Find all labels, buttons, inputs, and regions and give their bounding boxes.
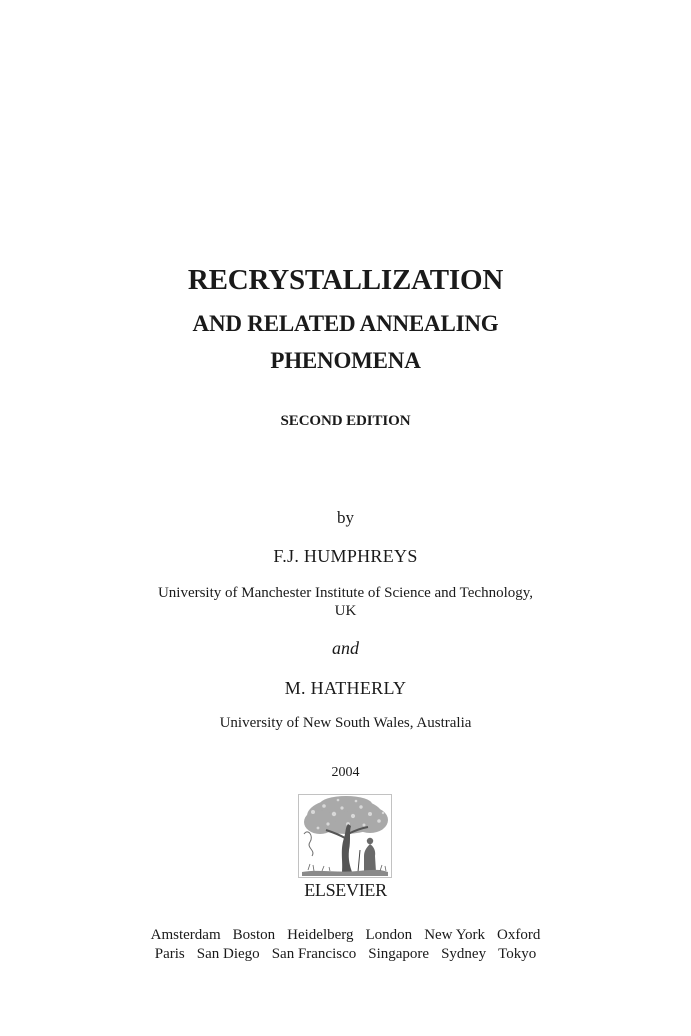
cities-row-2 (0, 946, 691, 963)
city-item: Tokyo (498, 946, 537, 962)
by-label: by (337, 508, 354, 527)
conjunction-label: and (332, 638, 359, 658)
title-line-2: AND RELATED ANNEALING (192, 311, 499, 336)
author-1-affiliation-line-1: University of Manchester Institute of Science and Technology, (157, 585, 534, 601)
title-line-1: RECRYSTALLIZATION (187, 264, 504, 296)
city-item: San Diego (196, 946, 260, 962)
city-item: San Francisco (271, 946, 357, 962)
city-item: Heidelberg (287, 927, 354, 943)
city-item: Singapore (368, 946, 430, 962)
city-item: Paris (154, 946, 185, 962)
city-item: Boston (232, 927, 276, 943)
author-1-affiliation-line-2: UK (334, 603, 357, 619)
publisher-name: ELSEVIER (304, 880, 387, 900)
elsevier-tree-logo-icon (298, 794, 392, 878)
title-line-3: PHENOMENA (270, 348, 421, 373)
city-item: Sydney (441, 946, 487, 962)
city-item: Oxford (497, 927, 541, 943)
author-1-name: F.J. HUMPHREYS (273, 546, 418, 566)
city-item: Amsterdam (150, 927, 221, 943)
cities-row-1 (0, 927, 691, 944)
author-1-affiliation (0, 584, 691, 620)
publication-year: 2004 (331, 765, 360, 780)
author-2-affiliation: University of New South Wales, Australia (219, 715, 472, 731)
city-item: London (365, 927, 413, 943)
city-item: New York (424, 927, 486, 943)
author-2-name: M. HATHERLY (284, 678, 407, 698)
edition-label: SECOND EDITION (280, 413, 411, 429)
